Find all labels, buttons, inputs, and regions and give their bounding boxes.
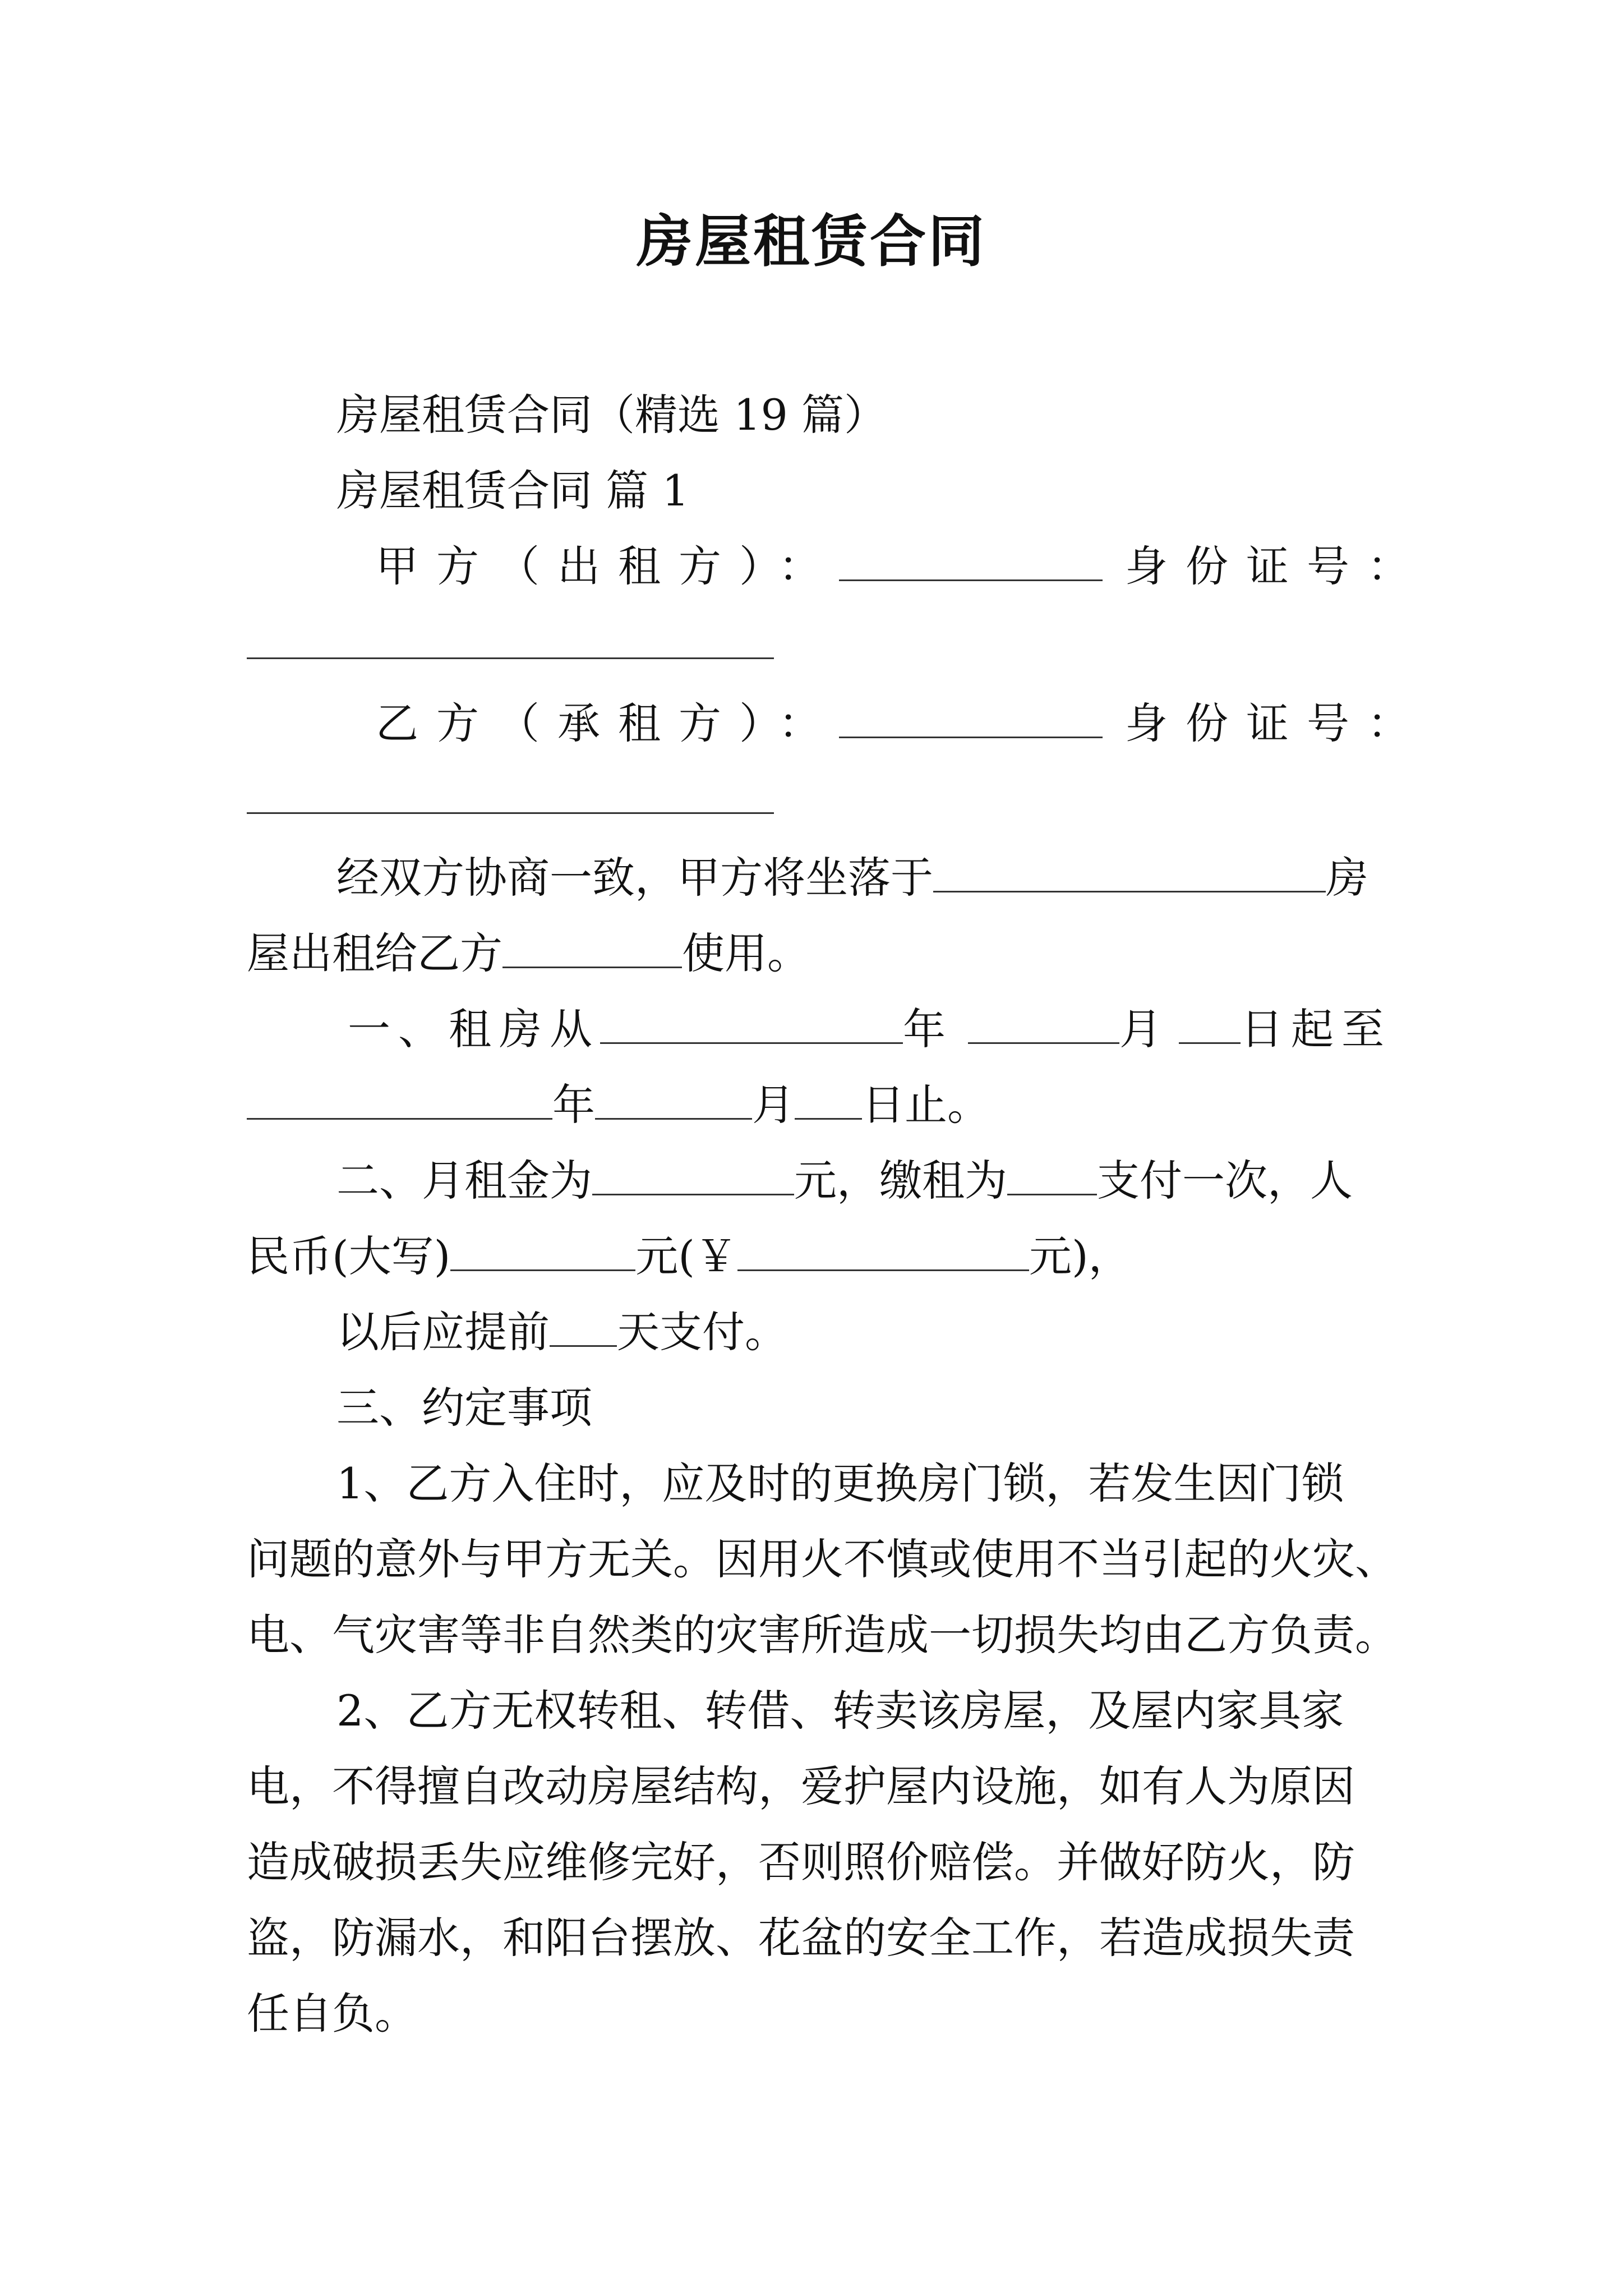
item1-line2: 问题的意外与甲方无关。因用火不慎或使用不当引起的火灾、: [247, 1534, 1398, 1584]
party-b-row: [376, 696, 1497, 752]
clause1-month1: 月: [1119, 1004, 1162, 1054]
clause2-yuan2: 元(￥: [635, 1231, 737, 1281]
item2-line2: 电，不得擅自改动房屋结构，爱护屋内设施，如有人为原因: [247, 1761, 1355, 1811]
clause1-prefix: 一、租房从: [348, 1004, 600, 1054]
clause2-yuan3: 元)，: [1029, 1231, 1131, 1281]
item2-line1: 2、乙方无权转租、转借、转卖该房屋，及屋内家具家: [336, 1686, 1344, 1736]
amount-words-blank[interactable]: [450, 1229, 635, 1271]
clause2-line3: [336, 1304, 1481, 1360]
clause2-advance: 以后应提前: [336, 1307, 550, 1357]
clause2-line1: [336, 1153, 1481, 1209]
item2-line3: 造成破损丢失应维修完好，否则照价赔偿。并做好防火，防: [247, 1837, 1355, 1887]
usage-blank[interactable]: [502, 926, 682, 968]
document-title: 房屋租赁合同: [637, 208, 986, 274]
clause2-prefix: 二、月租金为: [336, 1156, 592, 1205]
address-blank[interactable]: [933, 850, 1326, 892]
clause1-month2: 月: [752, 1080, 795, 1130]
party-a-label: 甲方（出租方）：: [376, 541, 839, 591]
start-day-blank[interactable]: [1179, 1002, 1241, 1044]
para1-text-c: 屋出租给乙方: [247, 928, 502, 978]
party-b-name-blank[interactable]: [839, 696, 1103, 738]
clause2-line2: [247, 1228, 1391, 1285]
para1-text-d: 使用。: [682, 928, 810, 978]
start-year-blank[interactable]: [600, 1002, 903, 1044]
para1-text-b: 房: [1326, 853, 1368, 903]
pay-period-blank[interactable]: [1007, 1153, 1097, 1195]
party-a-name-blank[interactable]: [839, 539, 1103, 581]
party-b-id-label: 身份证号：: [1125, 698, 1428, 748]
item1-line3: 电、气灾害等非自然类的灾害所造成一切损失均由乙方负责。: [247, 1610, 1398, 1660]
rent-blank[interactable]: [592, 1153, 794, 1195]
clause1-year1: 年: [903, 1004, 946, 1054]
amount-number-blank[interactable]: [737, 1229, 1029, 1271]
party-a-row: [376, 539, 1497, 595]
party-a-id-blank[interactable]: [247, 657, 774, 659]
clause1-year2: 年: [552, 1080, 595, 1130]
item2-line4: 盗，防漏水，和阳台摆放、花盆的安全工作，若造成损失责: [247, 1913, 1355, 1963]
party-a-id-label: 身份证号：: [1125, 541, 1428, 591]
clause1-day1: 日起至: [1241, 1004, 1392, 1054]
clause3-heading: 三、约定事项: [336, 1383, 592, 1433]
item2-line5: 任自负。: [247, 1989, 417, 2039]
start-month-blank[interactable]: [968, 1002, 1119, 1044]
clause2-rmb: 民币(大写): [247, 1231, 451, 1281]
clause2-yuan: 元，缴租为: [794, 1156, 1007, 1205]
clause2-days: 天支付。: [617, 1307, 787, 1357]
clause1-day2: 日止。: [862, 1080, 990, 1130]
clause2-pay-once: 支付一次，人: [1097, 1156, 1353, 1205]
item1-line1: 1、乙方入住时，应及时的更换房门锁，若发生因门锁: [336, 1458, 1344, 1508]
end-month-blank[interactable]: [595, 1078, 752, 1120]
clause1-line1: [348, 1001, 1492, 1057]
para1-line1: [336, 850, 1481, 906]
party-b-id-blank[interactable]: [247, 812, 774, 814]
para1-line2: [247, 926, 1391, 982]
clause1-line2: [247, 1077, 1391, 1133]
subtitle: 房屋租赁合同（精选 19 篇）: [336, 390, 887, 440]
section-heading: 房屋租赁合同 篇 1: [336, 466, 689, 516]
para1-text-a: 经双方协商一致，甲方将坐落于: [336, 853, 933, 903]
end-day-blank[interactable]: [795, 1078, 862, 1120]
end-year-blank[interactable]: [247, 1078, 552, 1120]
party-b-label: 乙方（承租方）：: [376, 698, 839, 748]
advance-days-blank[interactable]: [550, 1305, 617, 1347]
